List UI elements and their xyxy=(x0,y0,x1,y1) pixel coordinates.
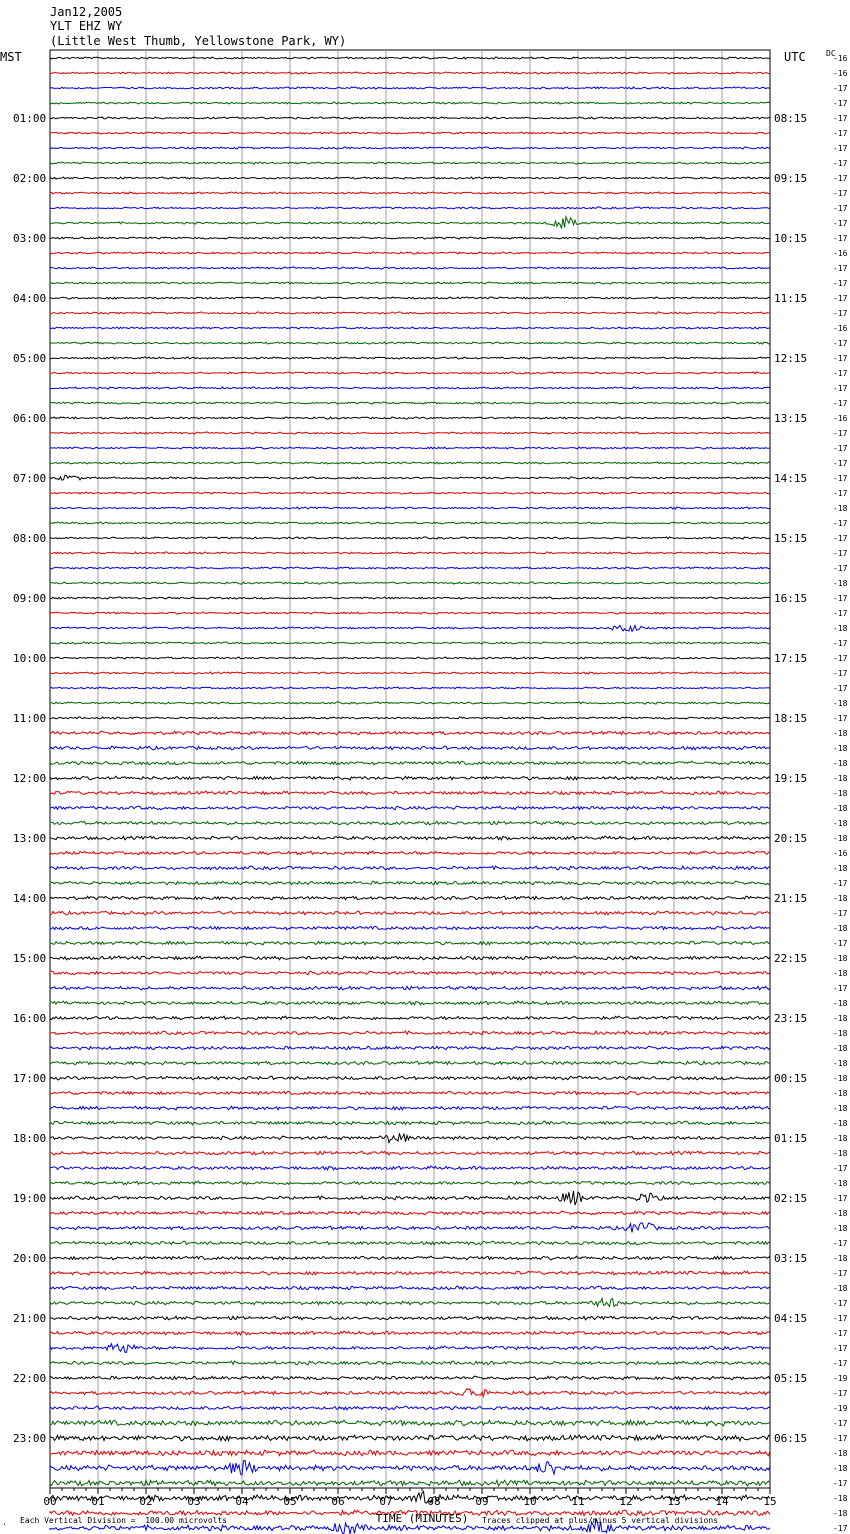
seismic-trace xyxy=(50,522,770,524)
utc-hour-label: 11:15 xyxy=(774,292,808,305)
dc-offset-label: -17 xyxy=(833,564,848,573)
seismic-trace xyxy=(50,87,770,89)
seismic-trace xyxy=(50,1133,770,1142)
seismic-trace xyxy=(50,417,770,419)
mst-hour-label: 05:00 xyxy=(13,352,47,365)
dc-offset-label: -17 xyxy=(833,1479,848,1488)
seismic-trace xyxy=(50,776,770,780)
seismic-trace xyxy=(50,162,770,164)
seismic-trace xyxy=(50,537,770,539)
dc-offset-label: -18 xyxy=(833,1179,848,1188)
seismic-trace xyxy=(50,475,770,480)
seismic-trace xyxy=(50,986,770,990)
dc-offset-label: -18 xyxy=(833,1029,848,1038)
seismic-trace xyxy=(50,147,770,149)
seismic-trace xyxy=(50,761,770,765)
dc-offset-label: -17 xyxy=(833,354,848,363)
seismic-trace xyxy=(50,1191,770,1205)
seismic-trace xyxy=(50,192,770,194)
dc-offset-label: -17 xyxy=(833,549,848,558)
mst-hour-label: 22:00 xyxy=(13,1372,47,1385)
utc-hour-label: 01:15 xyxy=(774,1132,808,1145)
seismic-trace xyxy=(50,1121,770,1125)
mst-hour-label: 12:00 xyxy=(13,772,47,785)
mst-hour-label: 21:00 xyxy=(13,1312,47,1325)
seismic-trace xyxy=(50,1298,770,1306)
seismic-trace xyxy=(50,926,770,930)
seismic-trace xyxy=(50,1001,770,1005)
dc-offset-label: -17 xyxy=(833,1359,848,1368)
dc-offset-label: -18 xyxy=(833,759,848,768)
dc-offset-label: -17 xyxy=(833,114,848,123)
utc-hour-label: 00:15 xyxy=(774,1072,808,1085)
dc-offset-label: -18 xyxy=(833,789,848,798)
seismic-trace xyxy=(50,702,770,704)
dc-offset-label: -17 xyxy=(833,1164,848,1173)
dc-offset-label: -17 xyxy=(833,669,848,678)
seismic-trace xyxy=(50,597,770,599)
dc-offset-label: -18 xyxy=(833,1209,848,1218)
dc-offset-label: -17 xyxy=(833,1419,848,1428)
seismic-trace xyxy=(50,1286,770,1290)
utc-hour-label: 09:15 xyxy=(774,172,808,185)
dc-offset-label: -18 xyxy=(833,1014,848,1023)
utc-hour-label: 10:15 xyxy=(774,232,808,245)
mst-hour-label: 11:00 xyxy=(13,712,47,725)
utc-hour-label: 13:15 xyxy=(774,412,808,425)
seismic-trace xyxy=(50,821,770,825)
dc-offset-label: -18 xyxy=(833,834,848,843)
dc-offset-label: -17 xyxy=(833,684,848,693)
dc-offset-label: -17 xyxy=(833,1434,848,1443)
seismic-trace xyxy=(50,1151,770,1155)
seismic-trace xyxy=(50,387,770,389)
seismic-trace xyxy=(50,1435,770,1441)
dc-offset-label: -18 xyxy=(833,894,848,903)
utc-hour-label: 08:15 xyxy=(774,112,808,125)
dc-offset-label: -18 xyxy=(833,744,848,753)
dc-offset-label: -18 xyxy=(833,699,848,708)
x-tick-label: 07 xyxy=(379,1495,393,1508)
dc-offset-label: -17 xyxy=(833,1314,848,1323)
mst-hour-label: 08:00 xyxy=(13,532,47,545)
seismic-trace xyxy=(50,731,770,735)
utc-hour-label: 04:15 xyxy=(774,1312,808,1325)
mst-hour-label: 07:00 xyxy=(13,472,47,485)
seismic-trace xyxy=(50,896,770,900)
seismic-trace xyxy=(50,132,770,134)
seismic-trace xyxy=(50,806,770,810)
dc-offset-label: -17 xyxy=(833,84,848,93)
seismic-trace xyxy=(50,297,770,299)
seismic-trace xyxy=(50,1376,770,1380)
mst-hour-label: 20:00 xyxy=(13,1252,47,1265)
x-tick-label: 06 xyxy=(331,1495,345,1508)
seismic-trace xyxy=(50,1166,770,1170)
x-tick-label: 10 xyxy=(523,1495,537,1508)
left-timezone-label: MST xyxy=(0,50,22,64)
dc-offset-label: -17 xyxy=(833,234,848,243)
x-tick-label: 04 xyxy=(235,1495,249,1508)
seismic-trace xyxy=(50,372,770,374)
seismic-trace xyxy=(50,1031,770,1035)
seismic-trace xyxy=(50,1491,770,1503)
dc-offset-label: -17 xyxy=(833,144,848,153)
seismic-trace xyxy=(50,1046,770,1050)
dc-offset-label: -16 xyxy=(833,324,848,333)
seismic-trace xyxy=(50,1420,770,1426)
dc-offset-label: -16 xyxy=(833,414,848,423)
mst-hour-label: 06:00 xyxy=(13,412,47,425)
dc-offset-label: -17 xyxy=(833,1194,848,1203)
dc-offset-label: -17 xyxy=(833,399,848,408)
seismic-trace xyxy=(50,717,770,719)
seismic-trace xyxy=(50,1450,770,1456)
x-tick-label: 13 xyxy=(667,1495,681,1508)
seismic-trace xyxy=(50,791,770,795)
dc-offset-label: -18 xyxy=(833,1224,848,1233)
seismic-trace xyxy=(50,492,770,494)
seismic-trace xyxy=(50,866,770,870)
dc-offset-label: -17 xyxy=(833,639,848,648)
seismic-trace xyxy=(50,102,770,104)
seismic-trace xyxy=(50,207,770,209)
utc-hour-label: 21:15 xyxy=(774,892,808,905)
dc-offset-label: -19 xyxy=(833,1374,848,1383)
seismic-trace xyxy=(50,1061,770,1065)
dc-offset-label: -18 xyxy=(833,804,848,813)
dc-offset-label: -18 xyxy=(833,774,848,783)
dc-offset-label: -18 xyxy=(833,924,848,933)
mst-hour-label: 10:00 xyxy=(13,652,47,665)
mst-hour-label: 02:00 xyxy=(13,172,47,185)
seismic-trace xyxy=(50,72,770,74)
record-date: Jan12,2005 xyxy=(50,5,123,19)
dc-offset-label: -17 xyxy=(833,714,848,723)
seismic-trace xyxy=(50,642,770,644)
dc-offset-label: -17 xyxy=(833,1269,848,1278)
seismic-trace xyxy=(50,1211,770,1215)
dc-offset-label: -18 xyxy=(833,1104,848,1113)
x-axis-label: TIME (MINUTES) xyxy=(375,1512,469,1525)
x-tick-label: 12 xyxy=(619,1495,633,1508)
utc-hour-label: 05:15 xyxy=(774,1372,808,1385)
dc-offset-label: -18 xyxy=(833,729,848,738)
seismic-trace xyxy=(50,1316,770,1320)
dc-offset-label: -17 xyxy=(833,459,848,468)
seismic-trace xyxy=(50,117,770,119)
dc-offset-label: -17 xyxy=(833,129,848,138)
utc-hour-label: 12:15 xyxy=(774,352,808,365)
mst-hour-label: 03:00 xyxy=(13,232,47,245)
utc-hour-label: 15:15 xyxy=(774,532,808,545)
utc-hour-label: 19:15 xyxy=(774,772,808,785)
clip-note: Traces clipped at plus/minus 5 vertical divisions xyxy=(482,1516,719,1525)
dc-offset-label: -18 xyxy=(833,1089,848,1098)
dc-offset-label: -17 xyxy=(833,444,848,453)
station-location: (Little West Thumb, Yellowstone Park, WY) xyxy=(50,34,347,48)
seismic-trace xyxy=(50,1091,770,1095)
x-tick-label: 14 xyxy=(715,1495,729,1508)
dc-offset-label: -17 xyxy=(833,1299,848,1308)
dc-offset-label: -16 xyxy=(833,54,848,63)
seismic-trace xyxy=(50,357,770,359)
mst-hour-label: 14:00 xyxy=(13,892,47,905)
utc-hour-label: 17:15 xyxy=(774,652,808,665)
utc-hour-label: 06:15 xyxy=(774,1432,808,1445)
utc-hour-label: 18:15 xyxy=(774,712,808,725)
dc-offset-label: -17 xyxy=(833,279,848,288)
seismic-trace xyxy=(50,1106,770,1110)
dc-offset-label: -17 xyxy=(833,384,848,393)
dc-offset-label: -17 xyxy=(833,609,848,618)
seismic-trace xyxy=(50,552,770,554)
corner-mark: . xyxy=(2,1518,7,1527)
seismic-trace xyxy=(50,1256,770,1260)
seismic-trace xyxy=(50,1331,770,1335)
dc-offset-label: -17 xyxy=(833,474,848,483)
dc-offset-label: -18 xyxy=(833,1059,848,1068)
seismic-trace xyxy=(50,1241,770,1245)
seismic-trace xyxy=(50,267,770,269)
dc-offset-label: -18 xyxy=(833,1494,848,1503)
seismic-trace xyxy=(50,956,770,960)
mst-hour-label: 23:00 xyxy=(13,1432,47,1445)
dc-offset-label: -17 xyxy=(833,984,848,993)
x-tick-label: 05 xyxy=(283,1495,297,1508)
dc-offset-label: -18 xyxy=(833,1119,848,1128)
dc-offset-label: -17 xyxy=(833,534,848,543)
seismic-trace xyxy=(50,1361,770,1365)
dc-offset-label: -18 xyxy=(833,1149,848,1158)
dc-offset-label: -17 xyxy=(833,159,848,168)
seismic-trace xyxy=(50,1271,770,1275)
dc-offset-label: -16 xyxy=(833,69,848,78)
utc-hour-label: 03:15 xyxy=(774,1252,808,1265)
dc-offset-label: -17 xyxy=(833,264,848,273)
mst-hour-label: 15:00 xyxy=(13,952,47,965)
mst-hour-label: 09:00 xyxy=(13,592,47,605)
seismic-trace xyxy=(50,282,770,284)
utc-hour-label: 22:15 xyxy=(774,952,808,965)
x-tick-label: 02 xyxy=(139,1495,153,1508)
dc-offset-label: -18 xyxy=(833,819,848,828)
dc-offset-label: -16 xyxy=(833,849,848,858)
x-tick-label: 09 xyxy=(475,1495,489,1508)
seismic-trace xyxy=(50,1406,770,1410)
utc-hour-label: 16:15 xyxy=(774,592,808,605)
dc-offset-label: -17 xyxy=(833,294,848,303)
dc-offset-label: -18 xyxy=(833,504,848,513)
dc-offset-label: -17 xyxy=(833,1389,848,1398)
seismic-trace xyxy=(50,567,770,569)
mst-hour-label: 18:00 xyxy=(13,1132,47,1145)
dc-offset-label: -17 xyxy=(833,174,848,183)
dc-offset-label: -17 xyxy=(833,369,848,378)
mst-hour-label: 04:00 xyxy=(13,292,47,305)
mst-hour-label: 13:00 xyxy=(13,832,47,845)
dc-offset-label: -18 xyxy=(833,1284,848,1293)
mst-hour-label: 01:00 xyxy=(13,112,47,125)
dc-offset-label: -17 xyxy=(833,1329,848,1338)
seismic-trace xyxy=(50,447,770,449)
x-tick-label: 01 xyxy=(91,1495,105,1508)
dc-offset-label: -17 xyxy=(833,99,848,108)
seismic-trace xyxy=(50,1181,770,1185)
dc-offset-label: -18 xyxy=(833,999,848,1008)
seismic-trace xyxy=(50,836,770,840)
seismic-trace xyxy=(50,57,770,59)
seismic-trace xyxy=(50,687,770,689)
dc-offset-label: -18 xyxy=(833,1134,848,1143)
dc-offset-label: -18 xyxy=(833,969,848,978)
dc-offset-label: -18 xyxy=(833,1254,848,1263)
dc-offset-label: -18 xyxy=(833,864,848,873)
scale-note: Each Vertical Division = 100.00 microvolts xyxy=(20,1516,228,1525)
seismic-trace xyxy=(50,582,770,584)
dc-offset-label: -17 xyxy=(833,204,848,213)
seismic-trace xyxy=(50,1480,770,1486)
right-timezone-label: UTC xyxy=(784,50,806,64)
seismic-trace xyxy=(50,881,770,885)
seismic-trace xyxy=(50,252,770,254)
dc-offset-label: -18 xyxy=(833,1044,848,1053)
utc-hour-label: 14:15 xyxy=(774,472,808,485)
dc-offset-label: -17 xyxy=(833,339,848,348)
seismic-trace xyxy=(50,1076,770,1080)
dc-offset-label: -19 xyxy=(833,1404,848,1413)
dc-offset-label: -18 xyxy=(833,1464,848,1473)
seismic-trace xyxy=(50,507,770,509)
seismic-trace xyxy=(50,941,770,945)
seismic-trace xyxy=(50,432,770,434)
seismic-trace xyxy=(50,612,770,614)
x-tick-label: 00 xyxy=(43,1495,57,1508)
dc-offset-label: -17 xyxy=(833,429,848,438)
seismic-trace xyxy=(50,1223,770,1233)
dc-offset-label: -17 xyxy=(833,219,848,228)
seismic-trace xyxy=(50,462,770,464)
x-tick-label: 15 xyxy=(763,1495,777,1508)
dc-offset-label: -17 xyxy=(833,1239,848,1248)
dc-offset-label: -17 xyxy=(833,939,848,948)
seismic-trace xyxy=(50,746,770,750)
seismic-trace xyxy=(50,1344,770,1353)
seismic-trace xyxy=(50,327,770,329)
dc-offset-label: -18 xyxy=(833,1074,848,1083)
seismic-trace xyxy=(50,851,770,855)
dc-offset-label: -17 xyxy=(833,489,848,498)
seismic-trace xyxy=(50,217,770,228)
dc-offset-label: -17 xyxy=(833,1524,848,1533)
utc-hour-label: 20:15 xyxy=(774,832,808,845)
utc-hour-label: 23:15 xyxy=(774,1012,808,1025)
seismic-trace xyxy=(50,1389,770,1397)
x-tick-label: 11 xyxy=(571,1495,585,1508)
seismic-trace xyxy=(50,1460,770,1475)
seismic-trace xyxy=(50,312,770,314)
dc-offset-label: -17 xyxy=(833,1344,848,1353)
dc-offset-label: -17 xyxy=(833,519,848,528)
seismic-trace xyxy=(50,657,770,659)
dc-offset-label: -17 xyxy=(833,879,848,888)
seismic-trace xyxy=(50,911,770,915)
dc-offset-label: -17 xyxy=(833,309,848,318)
seismic-trace xyxy=(50,625,770,631)
dc-offset-header: DC xyxy=(826,49,836,58)
seismic-trace xyxy=(50,402,770,404)
seismic-trace xyxy=(50,237,770,239)
seismic-trace xyxy=(50,971,770,975)
mst-hour-label: 16:00 xyxy=(13,1012,47,1025)
dc-offset-label: -18 xyxy=(833,954,848,963)
dc-offset-label: -17 xyxy=(833,654,848,663)
seismic-trace xyxy=(50,672,770,674)
x-tick-label: 08 xyxy=(427,1495,441,1508)
x-tick-label: 03 xyxy=(187,1495,201,1508)
dc-offset-label: -17 xyxy=(833,594,848,603)
utc-hour-label: 02:15 xyxy=(774,1192,808,1205)
dc-offset-label: -18 xyxy=(833,1509,848,1518)
dc-offset-label: -18 xyxy=(833,579,848,588)
seismic-trace xyxy=(50,1016,770,1020)
mst-hour-label: 17:00 xyxy=(13,1072,47,1085)
dc-offset-label: -18 xyxy=(833,624,848,633)
dc-offset-label: -17 xyxy=(833,909,848,918)
seismic-trace xyxy=(50,342,770,344)
dc-offset-label: -16 xyxy=(833,249,848,258)
mst-hour-label: 19:00 xyxy=(13,1192,47,1205)
station-code: YLT EHZ WY xyxy=(50,19,123,33)
dc-offset-label: -18 xyxy=(833,1449,848,1458)
seismic-trace xyxy=(50,177,770,179)
dc-offset-label: -17 xyxy=(833,189,848,198)
